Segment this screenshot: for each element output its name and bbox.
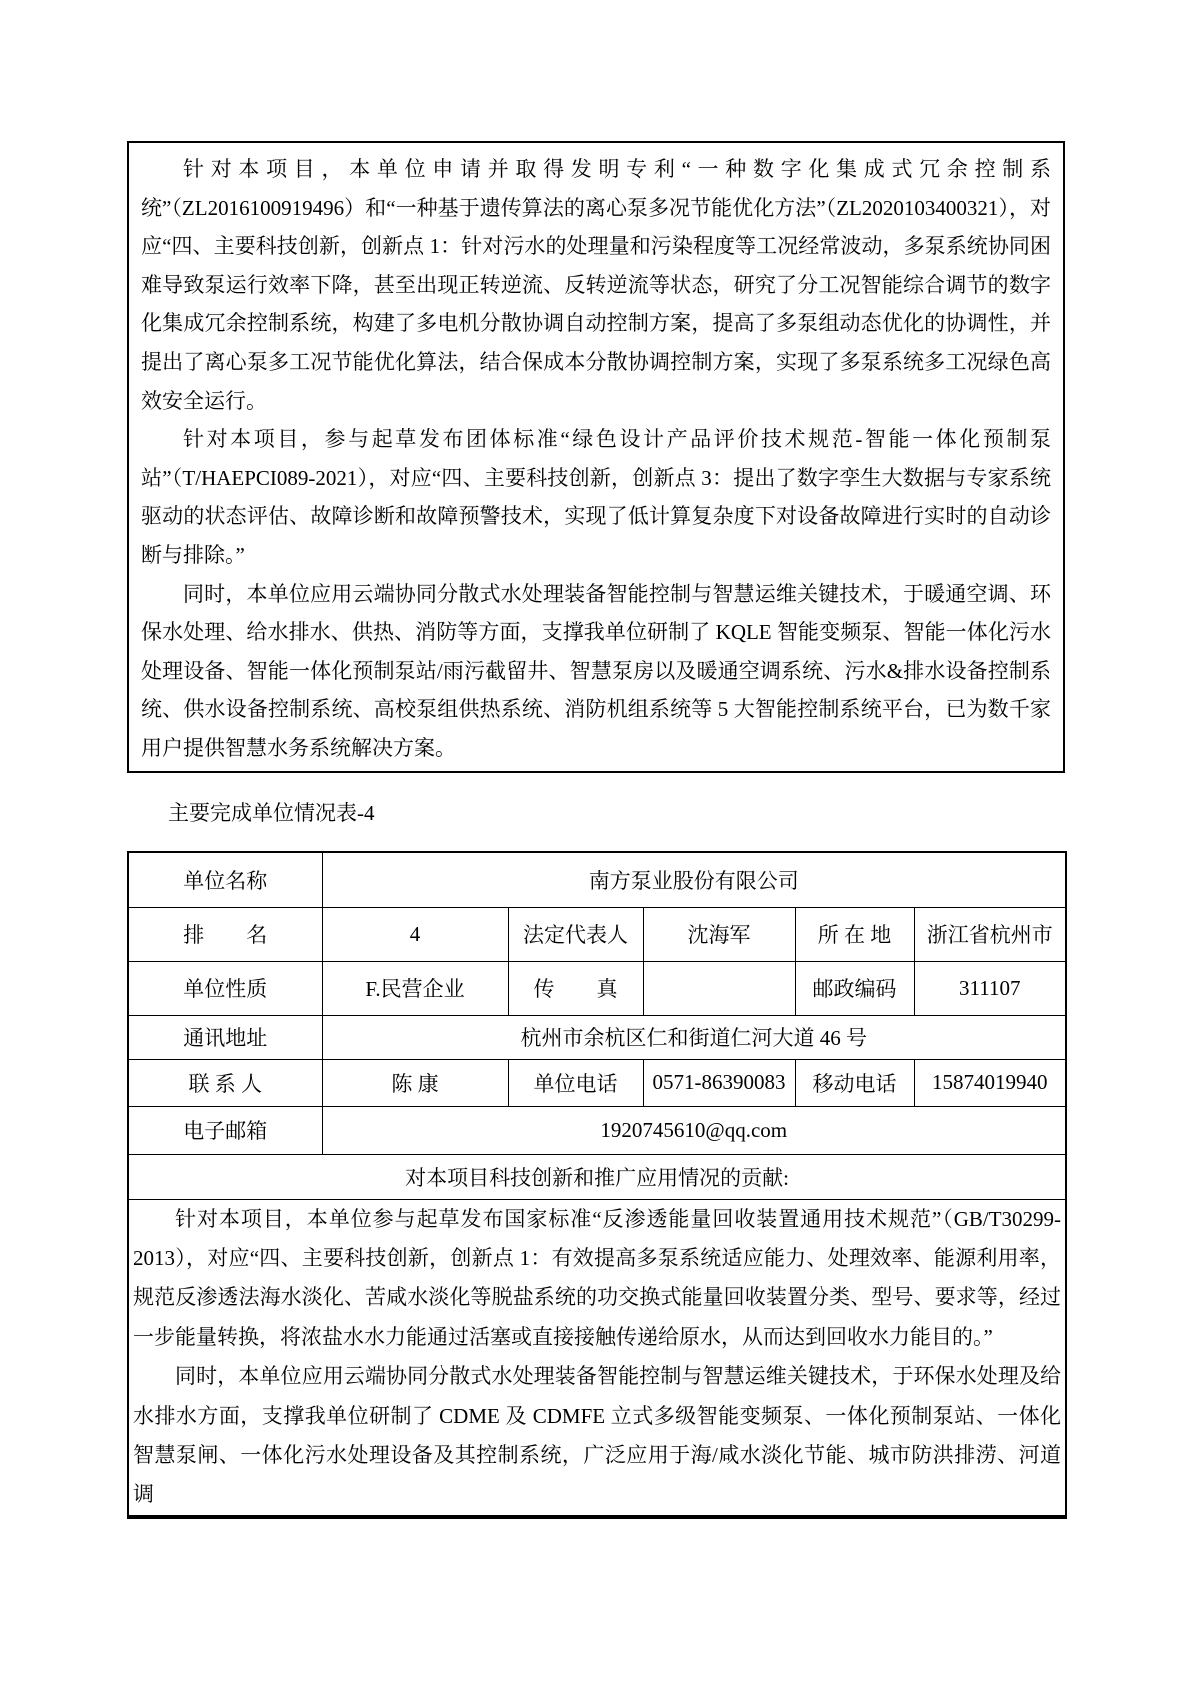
rank-label: 排 名	[128, 907, 322, 961]
table-row-unit-name	[128, 852, 1066, 907]
continuation-paragraph-3: 同时，本单位应用云端协同分散式水处理装备智能控制与智慧运维关键技术，于暖通空调、环保水处理、给水排水、供热、消防等方面，支撑我单位研制了 KQLE 智能变频泵、智能一体化污水处理设备、智能一体化预制泵站/雨污截留井、智慧泵房以及暖通空调系统、污水&排水设备控制系统、供水设备控制系统、高校泵组供热系统、消防机组系统等 5 大智能控制系统平台，已为数千家用户提供智慧水务系统解决方案。	[141, 581, 1051, 760]
continuation-paragraph-1: 针对本项目，本单位申请并取得发明专利“一种数字化集成式冗余控制系统”（ZL2016100919496）和“一种基于遗传算法的离心泵多况节能优化方法”（ZL2020103400321），对应“四、主要科技创新，创新点 1：针对污水的处理量和污染程度等工况经常波动，多泵系统协同困难导致泵运行效率下降，甚至出现正转逆流、反转逆流等状态，研究了分工况智能综合调节的数字化集成冗余控制系统，构建了多电机分散协调自动控制方案，提高了多泵组动态优化的协调性，并提出了离心泵多工况节能优化算法，结合保成本分散协调控制方案，实现了多泵系统多工况绿色高效安全运行。	[141, 157, 1051, 413]
mobile-phone-value: 15874019940	[914, 1059, 1066, 1106]
contribution-heading: 对本项目科技创新和推广应用情况的贡献:	[128, 1154, 1066, 1199]
contribution-paragraph-2: 同时，本单位应用云端协同分散式水处理装备智能控制与智慧运维关键技术，于环保水处理及给水排水方面，支撑我单位研制了 CDME 及 CDMFE 立式多级智能变频泵、一体化预制泵站、一体化智慧泵闸、一体化污水处理设备及其控制系统，广泛应用于海/咸水淡化节能、城市防洪排涝、河道调	[133, 1364, 1062, 1507]
unit-name-value: 南方泵业股份有限公司	[322, 852, 1066, 907]
unit-phone-value: 0571-86390083	[643, 1059, 795, 1106]
fax-value	[643, 961, 795, 1015]
unit-info-table	[127, 851, 1067, 1519]
email-label: 电子邮箱	[128, 1106, 322, 1154]
contact-value: 陈 康	[322, 1059, 508, 1106]
location-value: 浙江省杭州市	[914, 907, 1066, 961]
contribution-paragraph-1: 针对本项目，本单位参与起草发布国家标准“反渗透能量回收装置通用技术规范”（GB/T30299-2013），对应“四、主要科技创新，创新点 1：有效提高多泵系统适应能力、处理效率、能源利用率，规范反渗透法海水淡化、苦咸水淡化等脱盐系统的功交换式能量回收装置分类、型号、要求等，经过一步能量转换，将浓盐水水力能通过活塞或直接接触传递给原水，从而达到回收水力能目的。”	[133, 1206, 1062, 1349]
table-row-contact	[128, 1059, 1066, 1106]
unit-phone-label: 单位电话	[508, 1059, 643, 1106]
email-value: 1920745610@qq.com	[322, 1106, 1066, 1154]
rank-value: 4	[322, 907, 508, 961]
postal-code-label: 邮政编码	[795, 961, 914, 1015]
address-label: 通讯地址	[128, 1015, 322, 1059]
mobile-phone-label: 移动电话	[795, 1059, 914, 1106]
continuation-paragraph-2: 针对本项目，参与起草发布团体标准“绿色设计产品评价技术规范-智能一体化预制泵站”（T/HAEPCI089-2021），对应“四、主要科技创新，创新点 3：提出了数字孪生大数据与专家系统驱动的状态评估、故障诊断和故障预警技术，实现了低计算复杂度下对设备故障进行实时的自动诊断与排除。”	[141, 427, 1051, 567]
section-title: 主要完成单位情况表-4	[168, 801, 375, 825]
address-value: 杭州市余杭区仁和街道仁河大道 46 号	[322, 1015, 1066, 1059]
legal-rep-label: 法定代表人	[508, 907, 643, 961]
nature-label: 单位性质	[128, 961, 322, 1015]
continuation-text-box	[127, 141, 1065, 773]
unit-name-label: 单位名称	[128, 852, 322, 907]
legal-rep-value: 沈海军	[643, 907, 795, 961]
nature-value: F.民营企业	[322, 961, 508, 1015]
table-row-contribution-body	[128, 1199, 1066, 1517]
table-row-address	[128, 1015, 1066, 1059]
table-row-contribution-heading	[128, 1154, 1066, 1199]
postal-code-value: 311107	[914, 961, 1066, 1015]
fax-label: 传 真	[508, 961, 643, 1015]
table-row-rank	[128, 907, 1066, 961]
contact-label: 联 系 人	[128, 1059, 322, 1106]
table-row-nature	[128, 961, 1066, 1015]
contribution-body	[128, 1199, 1066, 1517]
table-row-email	[128, 1106, 1066, 1154]
location-label: 所 在 地	[795, 907, 914, 961]
